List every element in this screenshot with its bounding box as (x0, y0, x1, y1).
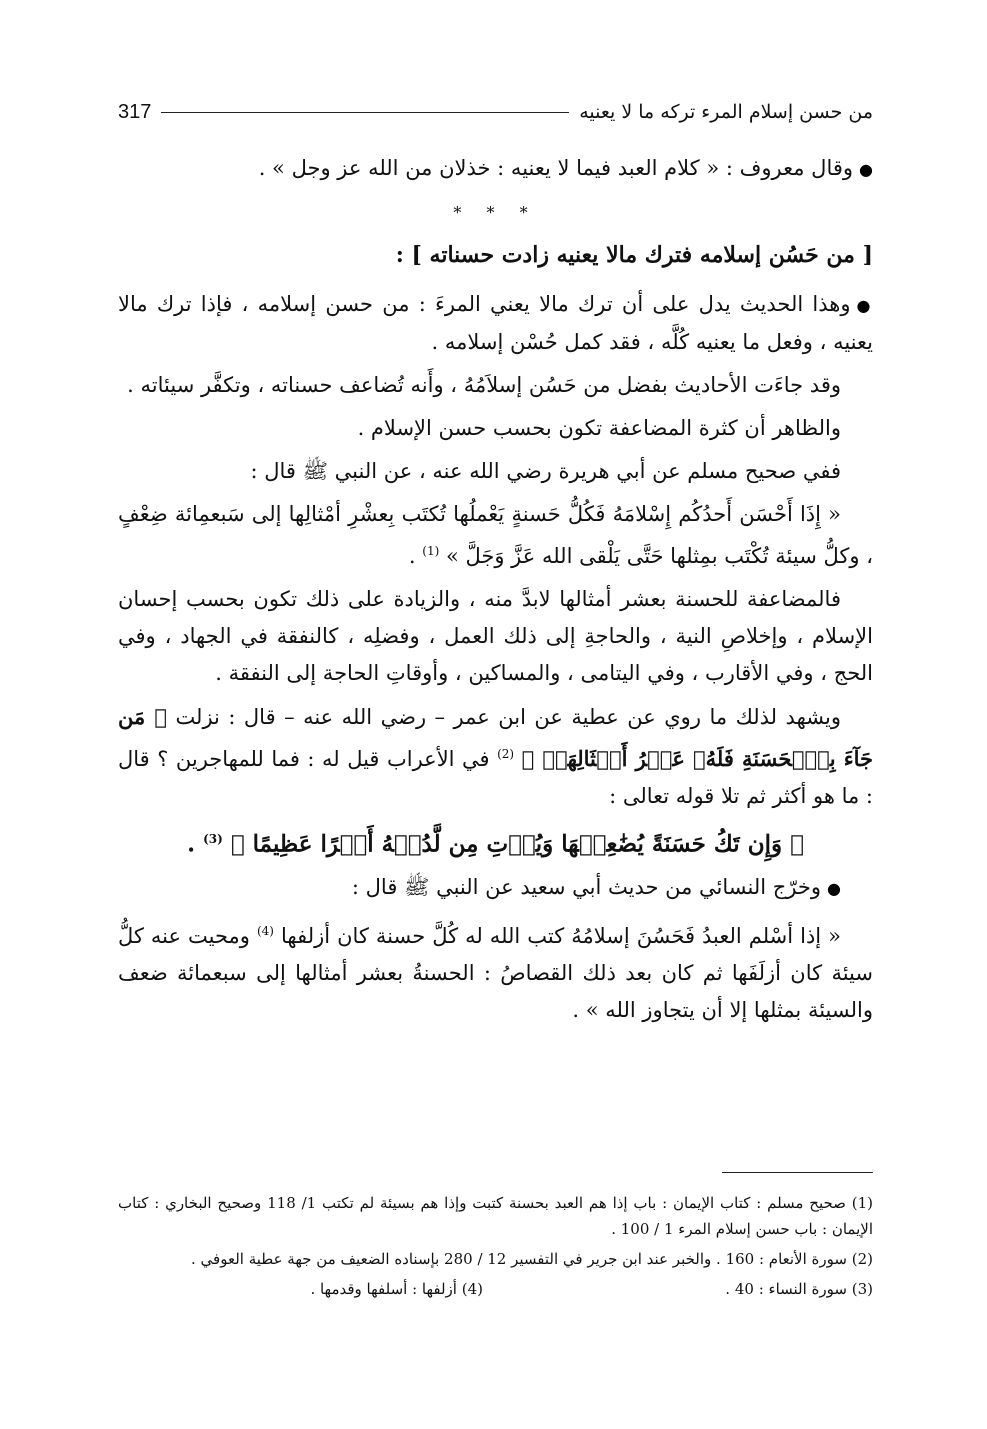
paragraph: ففي صحيح مسلم عن أبي هريرة رضي الله عنه ، عن النبي ﷺ قال : (250, 459, 841, 483)
main-text (118, 150, 873, 1035)
footnote: (3) سورة النساء : 40 . (725, 1280, 873, 1298)
bullet-icon: ● (856, 296, 874, 315)
footnote-ref: (2) (497, 747, 515, 761)
footnote-row (118, 1276, 873, 1302)
section-separator: * * * (453, 203, 538, 222)
paragraph: ●وهذا الحديث يدل على أن ترك مالا يعني المرءَ : من حسن إسلامه ، فإذا ترك مالا يعنيه ، وفعل ما يعنيه كُلَّه ، فقد كمل حُسْن إسلامه . (118, 292, 874, 354)
paragraph: والظاهر أن كثرة المضاعفة تكون بحسب حسن الإسلام . (357, 416, 841, 440)
running-header (118, 95, 873, 129)
paragraph: ويشهد لذلك ما روي عن عطية عن ابن عمر – رضي الله عنه – قال : نزلت ﴿ مَن جَآءَ بِٱلۡحَسَنَةِ فَلَهُۥ عَشۡرُ أَمۡثَالِهَاۖ ﴾ $^{(2)}$ في الأعراب قيل له : فما للمهاجرين ؟ قال : ما هو أكثر ثم تلا قوله تعالى : (118, 704, 873, 808)
hadith-quote: « إِذَا أَحْسَن أَحدُكُم إِسْلامَهُ فَكُلُّ حَسنةٍ يَعْملُها تُكتَب بِعشْرِ أمْثالِها إلى سَبعمِائة ضِعْفٍ ، وكلُّ سيئة تُكْتَب بمِثلها حَتَّى يَلْقى الله عَزَّ وَجَلَّ » $^{(1)}$ . (118, 502, 873, 568)
footnote-rule (722, 1172, 873, 1173)
bullet-icon: ● (859, 160, 873, 179)
quran-verse-line: ﴿ وَإِن تَكُ حَسَنَةً يُضَٰعِفۡهَا وَيُؤۡتِ مِن لَّدُنۡهُ أَجۡرًا عَظِيمًا ﴾ $^{(3)}$ . (187, 830, 804, 858)
footnote-ref: (4) (256, 923, 274, 938)
quran-verse: ﴿ مَن جَآءَ بِٱلۡحَسَنَةِ فَلَهُۥ عَشۡرُ أَمۡثَالِهَاۖ ﴾ (118, 704, 873, 771)
bullet-icon: ● (827, 878, 841, 898)
footnote-ref: (1) (422, 544, 440, 558)
hadith-quote: « إذا أسْلم العبدُ فَحَسُنَ إسلامُهُ كتب الله له كُلَّ حسنة كان أزلفها $^{(4)}$ ومحيت عنه كلُّ سيئة كان أزلَفَها ثم كان بعد ذلك القصاصُ : الحسنةُ بعشر أمثالها إلى سبعمائة ضعف والسيئة بمثلها إلا أن يتجاوز الله » . (118, 923, 873, 1022)
section-heading: [ من حَسُن إسلامه فترك مالا يعنيه زادت حسناته ] : (395, 242, 873, 268)
header-rule (161, 112, 569, 113)
footnote: (1) صحيح مسلم : كتاب الإيمان : باب إذا هم العبد بحسنة كتبت وإذا هم بسيئة لم تكتب 1/ 118 وصحيح البخاري : كتاب الإيمان : باب حسن إسلام المرء 1 / 100 . (118, 1194, 873, 1238)
paragraph: فالمضاعفة للحسنة بعشر أمثالها لابدَّ منه ، والزيادة على ذلك تكون بحسب إحسان الإسلام ، وإخلاصِ النية ، والحاجةِ إلى ذلك العمل ، وفضلِه ، كالنفقة في الجهاد ، وفي الحج ، وفي الأقارب ، وفي اليتامى ، والمساكين ، وأوقاتِ الحاجة إلى النفقة . (118, 587, 873, 685)
page-number: 317 (118, 100, 152, 123)
running-title: من حسن إسلام المرء تركه ما لا يعنيه (579, 101, 873, 123)
footnote: (2) سورة الأنعام : 160 . والخبر عند ابن جرير في التفسير 12 / 280 بإسناده الضعيف من جهة عطية العوفي . (191, 1250, 873, 1268)
paragraph: ●وقال معروف : « كلام العبد فيما لا يعنيه : خذلان من الله عز وجل » . (258, 156, 873, 180)
footnotes (118, 1190, 873, 1306)
footnote-ref: (3) (203, 832, 223, 846)
footnote: (4) أزلفها : أسلفها وقدمها . (310, 1280, 483, 1298)
paragraph: ●وخرّج النسائي من حديث أبي سعيد عن النبي ﷺ قال : (351, 874, 841, 899)
paragraph: وقد جاءَت الأحاديث بفضل من حَسُن إسلاَمُهُ ، وأَنه تُضاعف حسناته ، وتكفَّر سيئاته . (127, 373, 841, 397)
